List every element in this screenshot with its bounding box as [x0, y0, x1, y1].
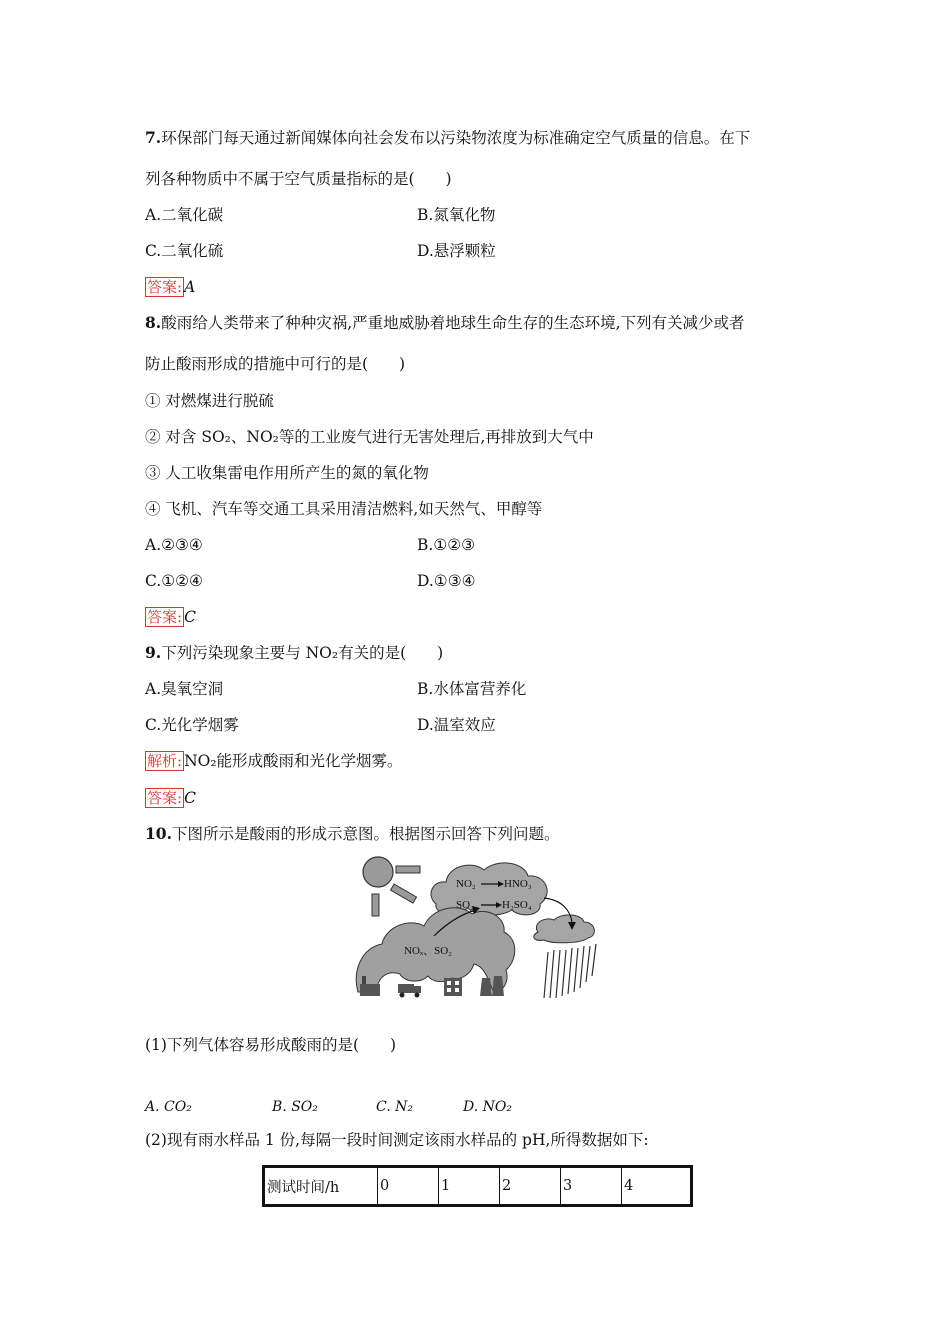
- q9-answer-label: 答案:: [147, 789, 183, 807]
- table-row: [264, 1167, 692, 1206]
- q8-answer-label: 答案:: [147, 608, 183, 626]
- q7-answer-line: [145, 277, 195, 297]
- q7-stem-line2: 列各种物质中不属于空气质量指标的是( ): [145, 170, 452, 188]
- q9-option-a: A.臭氧空洞: [145, 680, 224, 698]
- q7-options-row2: [145, 241, 496, 261]
- lower-label: NOₓ、SO₂: [404, 945, 452, 957]
- sun-icon: [363, 857, 420, 916]
- ph-data-table: [262, 1165, 693, 1207]
- q9-analysis-label: 解析:: [147, 752, 183, 770]
- eq2-left: SO₂: [456, 899, 474, 911]
- eq2-right: H₂SO₄: [502, 899, 532, 911]
- table-header-cell: 4: [622, 1167, 692, 1206]
- rain-streaks: [544, 944, 596, 998]
- q7-stem-text1: 环保部门每天通过新闻媒体向社会发布以污染物浓度为标准确定空气质量的信息。在下: [161, 129, 751, 147]
- q10-sub2-stem: (2)现有雨水样品 1 份,每隔一段时间测定该雨水样品的 pH,所得数据如下:: [145, 1131, 649, 1149]
- table-header-cell: 2: [500, 1167, 561, 1206]
- q8-stem-line1: [145, 313, 745, 333]
- q9-answer-value: C: [184, 789, 196, 807]
- q8-number: 8.: [145, 313, 162, 332]
- q8-answer-value: C: [184, 608, 196, 626]
- q9-analysis-text: NO₂能形成酸雨和光化学烟雾。: [184, 752, 403, 770]
- q7-number: 7.: [145, 128, 162, 147]
- q10-sub1-option-b: B. SO₂: [272, 1099, 318, 1115]
- q9-stem-line1: [145, 643, 443, 663]
- q10-number: 10.: [145, 824, 172, 843]
- q9-stem-text1: 下列污染现象主要与 NO₂有关的是( ): [161, 644, 444, 662]
- q9-number: 9.: [145, 643, 162, 662]
- q8-statement-3: ③ 人工收集雷电作用所产生的氮的氧化物: [145, 464, 429, 482]
- q8-options-row2: [145, 571, 476, 591]
- q8-statement-4: ④ 飞机、汽车等交通工具采用清洁燃料,如天然气、甲醇等: [145, 500, 543, 518]
- q9-option-d: D.温室效应: [417, 716, 496, 734]
- q8-stem-text1: 酸雨给人类带来了种种灾祸,严重地威胁着地球生命生存的生态环境,下列有关减少或者: [161, 314, 745, 332]
- q9-answer-line: [145, 788, 196, 808]
- q7-option-c: C.二氧化硫: [145, 242, 224, 260]
- q10-sub1-stem: (1)下列气体容易形成酸雨的是( ): [145, 1036, 397, 1054]
- q10-sub1-option-a: A. CO₂: [145, 1099, 192, 1115]
- q7-stem-line1: [145, 128, 750, 148]
- q8-option-d: D.①③④: [417, 572, 476, 590]
- q10-sub1-option-c: C. N₂: [376, 1099, 413, 1115]
- q7-answer-label: 答案:: [147, 278, 183, 296]
- q9-option-c: C.光化学烟雾: [145, 716, 239, 734]
- truck-icon: [398, 984, 421, 998]
- acid-rain-diagram: [348, 852, 608, 1002]
- q8-options-row1: [145, 535, 476, 555]
- table-header-cell: 1: [439, 1167, 500, 1206]
- q9-options-row2: [145, 715, 496, 735]
- rain-cloud: [534, 898, 595, 943]
- q8-statement-1: ① 对燃煤进行脱硫: [145, 392, 274, 410]
- table-header-cell: 3: [561, 1167, 622, 1206]
- eq1-right: HNO₃: [504, 878, 532, 890]
- q8-answer-line: [145, 607, 196, 627]
- q8-statement-2: ② 对含 SO₂、NO₂等的工业废气进行无害处理后,再排放到大气中: [145, 428, 594, 446]
- q7-option-b: B.氮氧化物: [417, 206, 496, 224]
- q7-option-a: A.二氧化碳: [145, 206, 224, 224]
- q9-analysis-line: [145, 751, 403, 771]
- q8-option-a: A.②③④: [145, 536, 203, 554]
- q8-stem-line2: 防止酸雨形成的措施中可行的是( ): [145, 355, 406, 373]
- q10-sub1-option-d: D. NO₂: [463, 1099, 512, 1115]
- eq1-left: NO₂: [456, 878, 476, 890]
- q9-options-row1: [145, 679, 527, 699]
- building-icon: [444, 978, 462, 996]
- table-header-cell: 0: [378, 1167, 439, 1206]
- q9-option-b: B.水体富营养化: [417, 680, 527, 698]
- q8-option-b: B.①②③: [417, 536, 476, 554]
- q7-option-d: D.悬浮颗粒: [417, 242, 496, 260]
- q8-option-c: C.①②④: [145, 572, 203, 590]
- q7-options-row1: [145, 205, 496, 225]
- q10-stem-line1: [145, 824, 559, 844]
- q10-stem-text1: 下图所示是酸雨的形成示意图。根据图示回答下列问题。: [171, 825, 560, 843]
- table-header-cell: 测试时间/h: [264, 1167, 378, 1206]
- q7-answer-value: A: [184, 278, 196, 296]
